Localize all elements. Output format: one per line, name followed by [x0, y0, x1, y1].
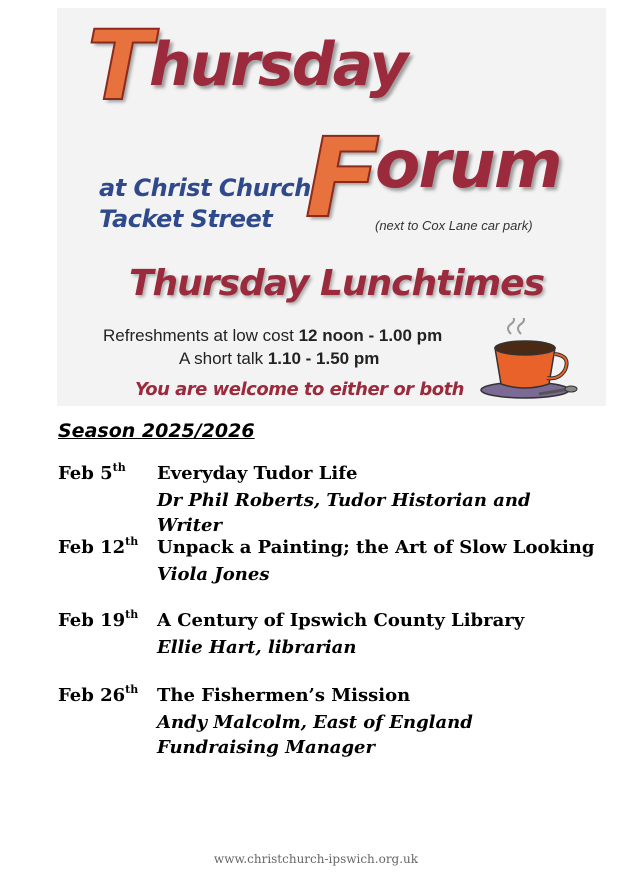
event-date: Feb 12th — [58, 535, 139, 558]
event-title: The Fishermen’s Mission — [157, 685, 411, 706]
event-date: Feb 19th — [58, 608, 139, 631]
talk-line — [179, 349, 379, 369]
location-note: (next to Cox Lane car park) — [375, 218, 533, 233]
refreshments-line — [103, 326, 442, 346]
coffee-cup-icon — [479, 318, 579, 400]
venue-line-2: Tacket Street — [99, 205, 273, 233]
event-date: Feb 5th — [58, 461, 126, 484]
title-thursday: hursday — [149, 30, 407, 100]
event-date: Feb 26th — [58, 683, 139, 706]
event-speaker: Dr Phil Roberts, Tudor Historian and Writer — [157, 490, 531, 536]
venue-line-1: at Christ Church — [99, 174, 311, 202]
season-heading: Season 2025/2026 — [58, 420, 255, 442]
title-initial-t: T — [87, 10, 153, 122]
event-title: A Century of Ipswich County Library — [157, 610, 525, 631]
poster-banner — [57, 8, 606, 406]
talk-label: A short talk — [179, 349, 264, 368]
refreshments-label: Refreshments at low cost — [103, 326, 294, 345]
event-title: Everyday Tudor Life — [157, 463, 358, 484]
talk-time: 1.10 - 1.50 pm — [267, 349, 380, 368]
title-forum: orum — [375, 126, 561, 203]
event-speaker: Viola Jones — [157, 564, 270, 585]
event-speaker: Ellie Hart, librarian — [157, 637, 357, 658]
title-initial-f: F — [305, 114, 381, 242]
website-url: www.christchurch-ipswich.org.uk — [213, 852, 419, 866]
refreshments-time: 12 noon - 1.00 pm — [298, 326, 443, 345]
event-speaker: Andy Malcolm, East of England Fundraising Manager — [157, 712, 473, 758]
event-title: Unpack a Painting; the Art of Slow Looking — [157, 537, 595, 558]
welcome-line: You are welcome to either or both — [135, 379, 464, 400]
lunchtimes-heading: Thursday Lunchtimes — [129, 263, 545, 304]
